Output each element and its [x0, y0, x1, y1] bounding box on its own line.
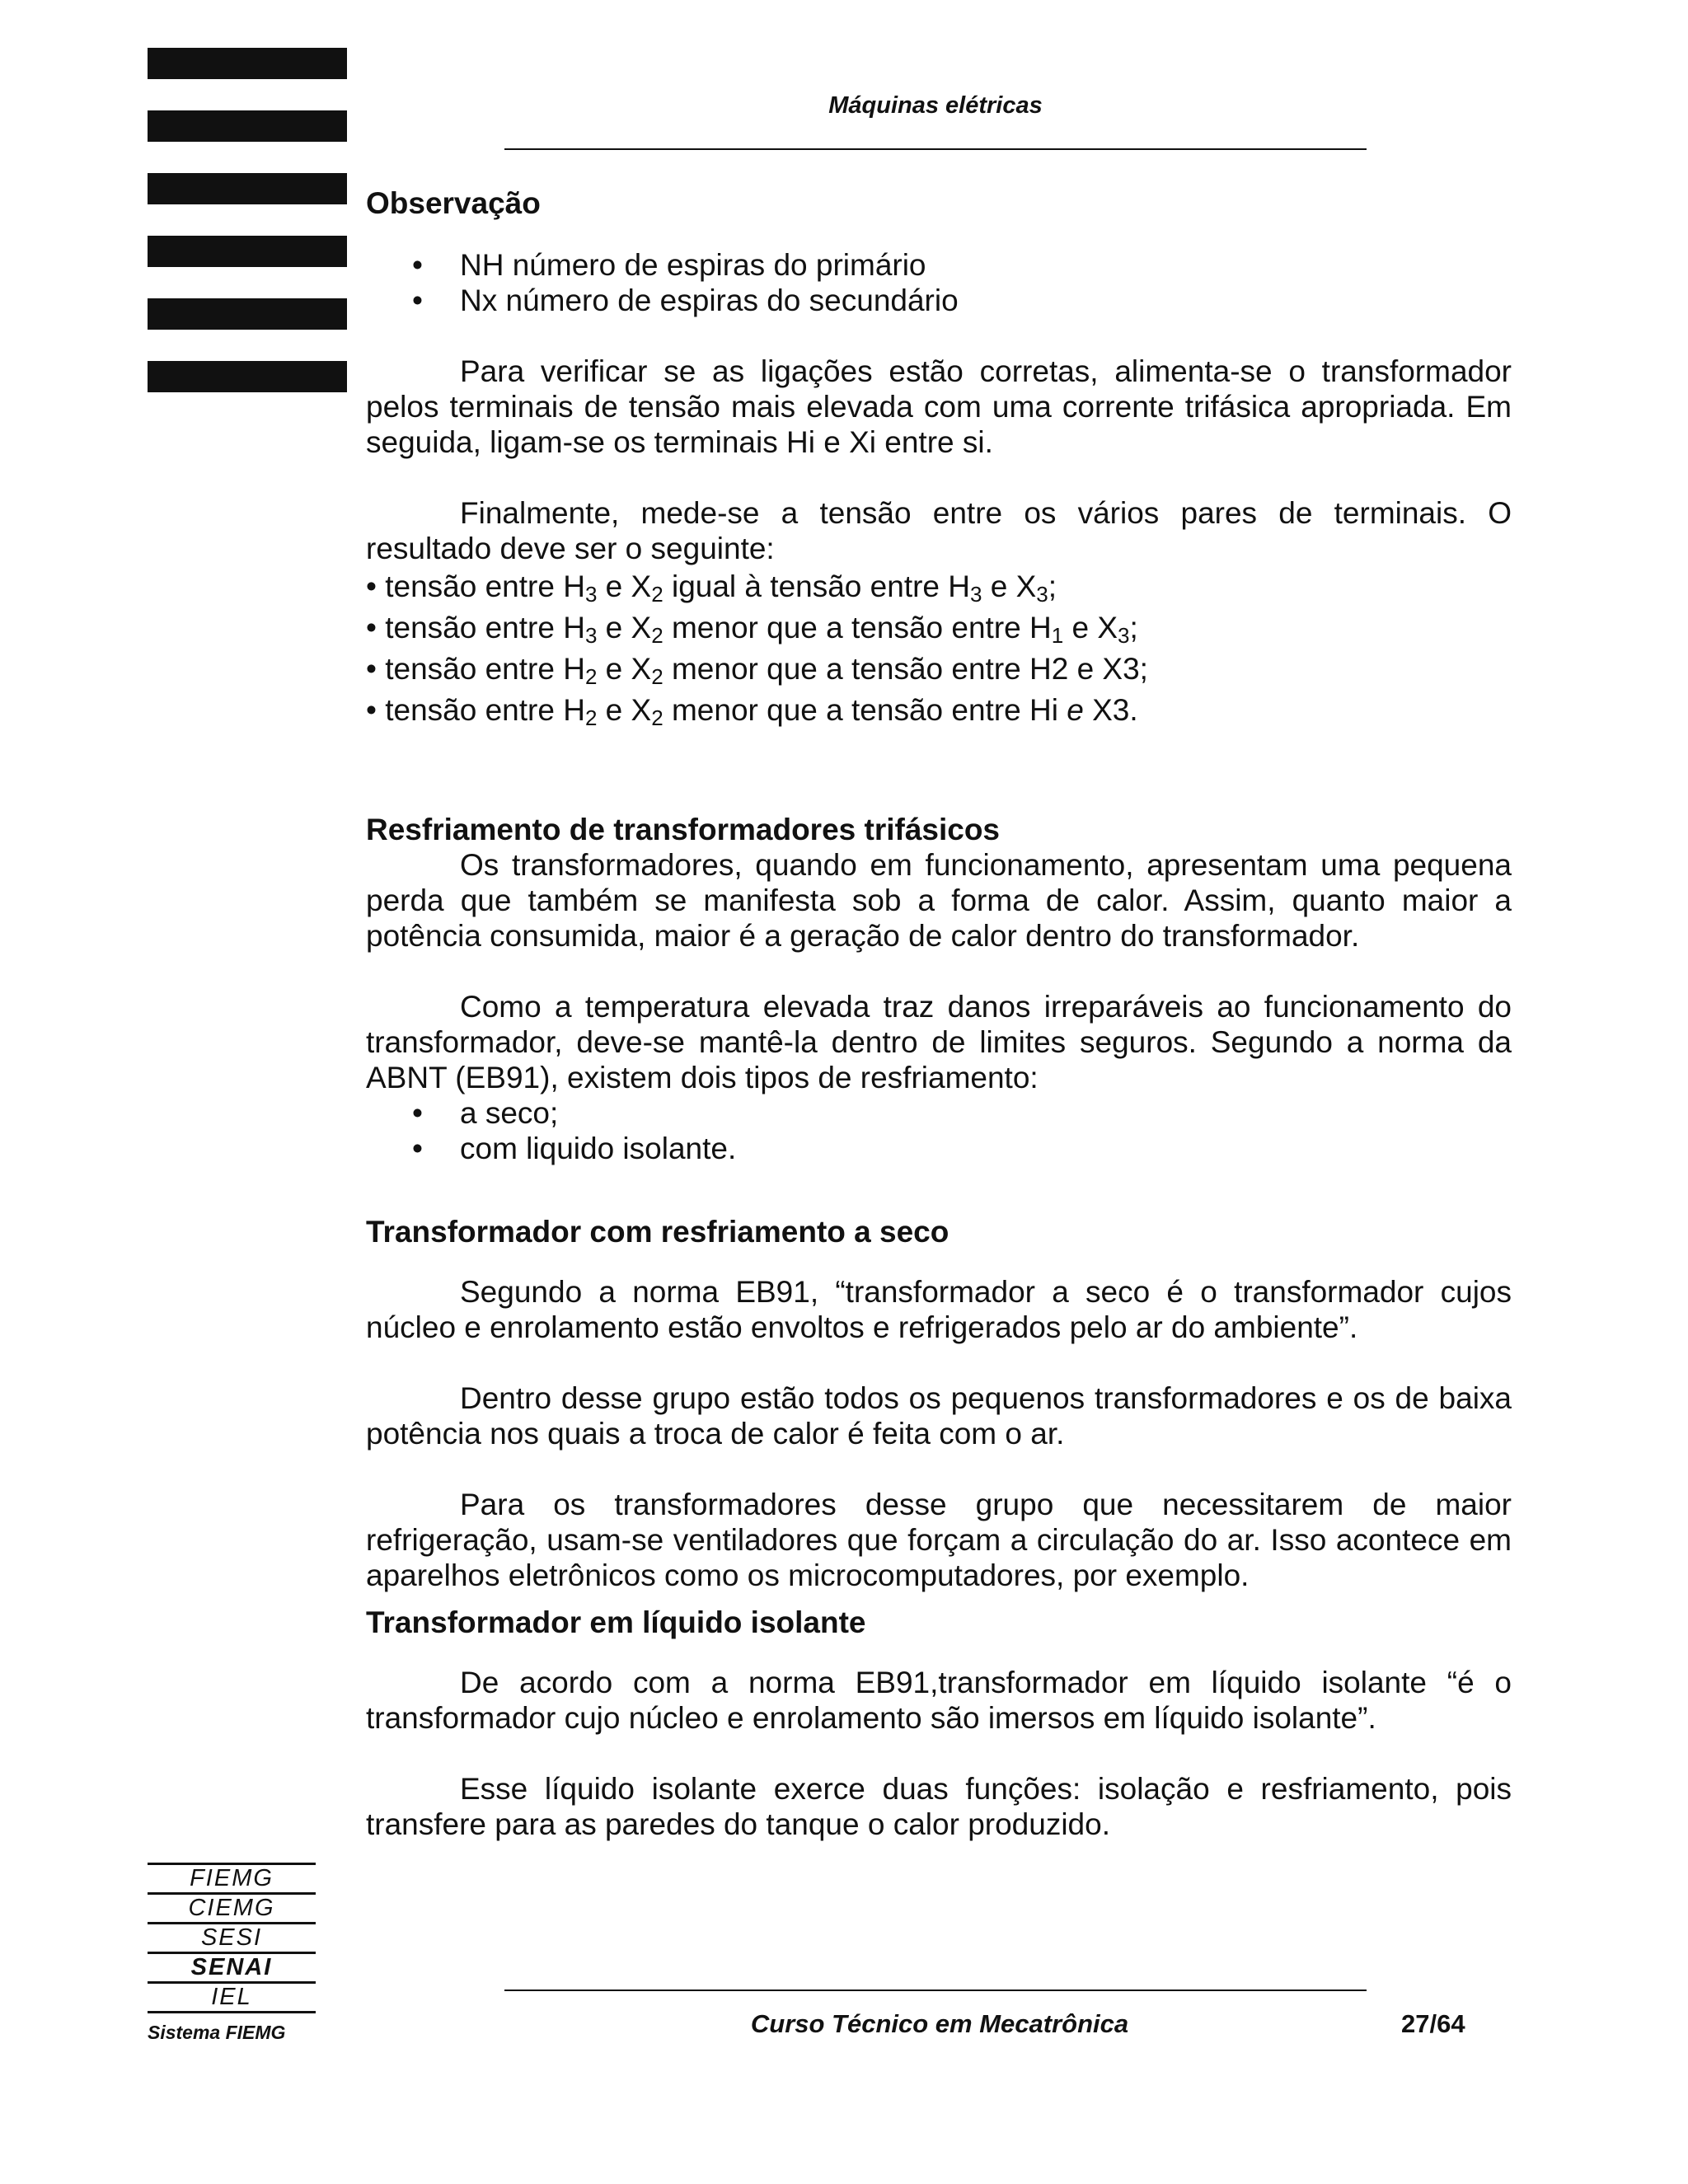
tension-list — [366, 566, 1512, 731]
paragraph: Finalmente, mede-se a tensão entre os vários pares de terminais. O resultado deve ser o seguinte: — [366, 496, 1512, 565]
stripe — [148, 298, 347, 330]
logo-system-label: Sistema FIEMG — [148, 2022, 286, 2043]
logo-item: IEL — [211, 1984, 252, 2010]
logo-item: FIEMG — [190, 1865, 274, 1891]
list-item: • tensão entre $H_3$ e $X_2$ menor que a tensão entre $H_1$ e $X_3$; — [366, 611, 1138, 648]
header-rule — [504, 148, 1367, 150]
paragraph: Segundo a norma EB91, “transformador a seco é o transformador cujos núcleo e enrolamento estão envoltos e refrigerados pelo ar do ambiente”. — [366, 1275, 1512, 1344]
paragraph: Esse líquido isolante exerce duas funções: isolação e resfriamento, pois transfere para as paredes do tanque o calor produzido. — [366, 1772, 1512, 1841]
paragraph: Dentro desse grupo estão todos os pequenos transformadores e os de baixa potência nos quais a troca de calor é feita com o ar. — [366, 1381, 1512, 1451]
stripe — [148, 361, 347, 392]
section-heading-liquido: Transformador em líquido isolante — [366, 1605, 866, 1639]
list-item: • NH número de espiras do primário — [412, 248, 926, 282]
stripe — [148, 48, 347, 79]
decorative-stripes — [148, 48, 347, 424]
list-item: • tensão entre $H_2$ e $X_2$ menor que a tensão entre H2 e X3; — [366, 652, 1148, 689]
stripe — [148, 110, 347, 142]
header-title: Máquinas elétricas — [828, 92, 1043, 119]
page-content — [366, 185, 1512, 1842]
bullet-icon: • — [412, 1096, 423, 1130]
paragraph: Para os transformadores desse grupo que necessitarem de maior refrigeração, usam-se ventiladores que forçam a circulação do ar. Isso acontece em aparelhos eletrônicos como os microcomputadores, por exemplo. — [366, 1488, 1512, 1592]
stripe — [148, 236, 347, 267]
stripe — [148, 173, 347, 204]
list-item: • a seco; — [412, 1096, 559, 1130]
obs-bullet-list — [366, 247, 1512, 318]
logo-item: SENAI — [190, 1954, 273, 1980]
section-heading-seco: Transformador com resfriamento a seco — [366, 1215, 950, 1249]
bullet-icon: • — [412, 1132, 423, 1165]
bullet-icon: • — [412, 248, 423, 282]
cooling-types-list — [366, 1095, 1512, 1166]
page-number: 27/64 — [1401, 2009, 1465, 2038]
list-item: • tensão entre $H_2$ e $X_2$ menor que a tensão entre Hi e X3. — [366, 693, 1138, 730]
logo-item: SESI — [200, 1924, 263, 1951]
paragraph: Como a temperatura elevada traz danos irreparáveis ao funcionamento do transformador, deve-se mantê-la dentro de limites seguros. Segundo a norma da ABNT (EB91), existem dois tipos de resfriamento: — [366, 990, 1512, 1094]
list-item: • Nx número de espiras do secundário — [412, 284, 959, 317]
logo-item: CIEMG — [188, 1895, 275, 1921]
footer-course-title: Curso Técnico em Mecatrônica — [750, 2009, 1129, 2038]
footer-rule — [504, 1990, 1367, 1991]
list-item: • com liquido isolante. — [412, 1132, 737, 1165]
section-heading-observacao: Observação — [366, 186, 541, 220]
fiemg-logo — [148, 1863, 316, 2044]
paragraph: Os transformadores, quando em funcionamento, apresentam uma pequena perda que também se manifesta sob a forma de calor. Assim, quanto maior a potência consumida, maior é a geração de calor dentro do transformador. — [366, 848, 1512, 953]
bullet-icon: • — [412, 284, 423, 317]
section-heading-resfriamento: Resfriamento de transformadores trifásicos — [366, 813, 1001, 846]
paragraph: De acordo com a norma EB91,transformador em líquido isolante “é o transformador cujo núcleo e enrolamento são imersos em líquido isolante”. — [366, 1666, 1512, 1735]
paragraph: Para verificar se as ligações estão corretas, alimenta-se o transformador pelos terminais de tensão mais elevada com uma corrente trifásica apropriada. Em seguida, ligam-se os terminais Hi e Xi entre si. — [366, 354, 1512, 459]
list-item: • tensão entre $H_3$ e $X_2$ igual à tensão entre $H_3$ e $X_3$; — [366, 569, 1057, 607]
